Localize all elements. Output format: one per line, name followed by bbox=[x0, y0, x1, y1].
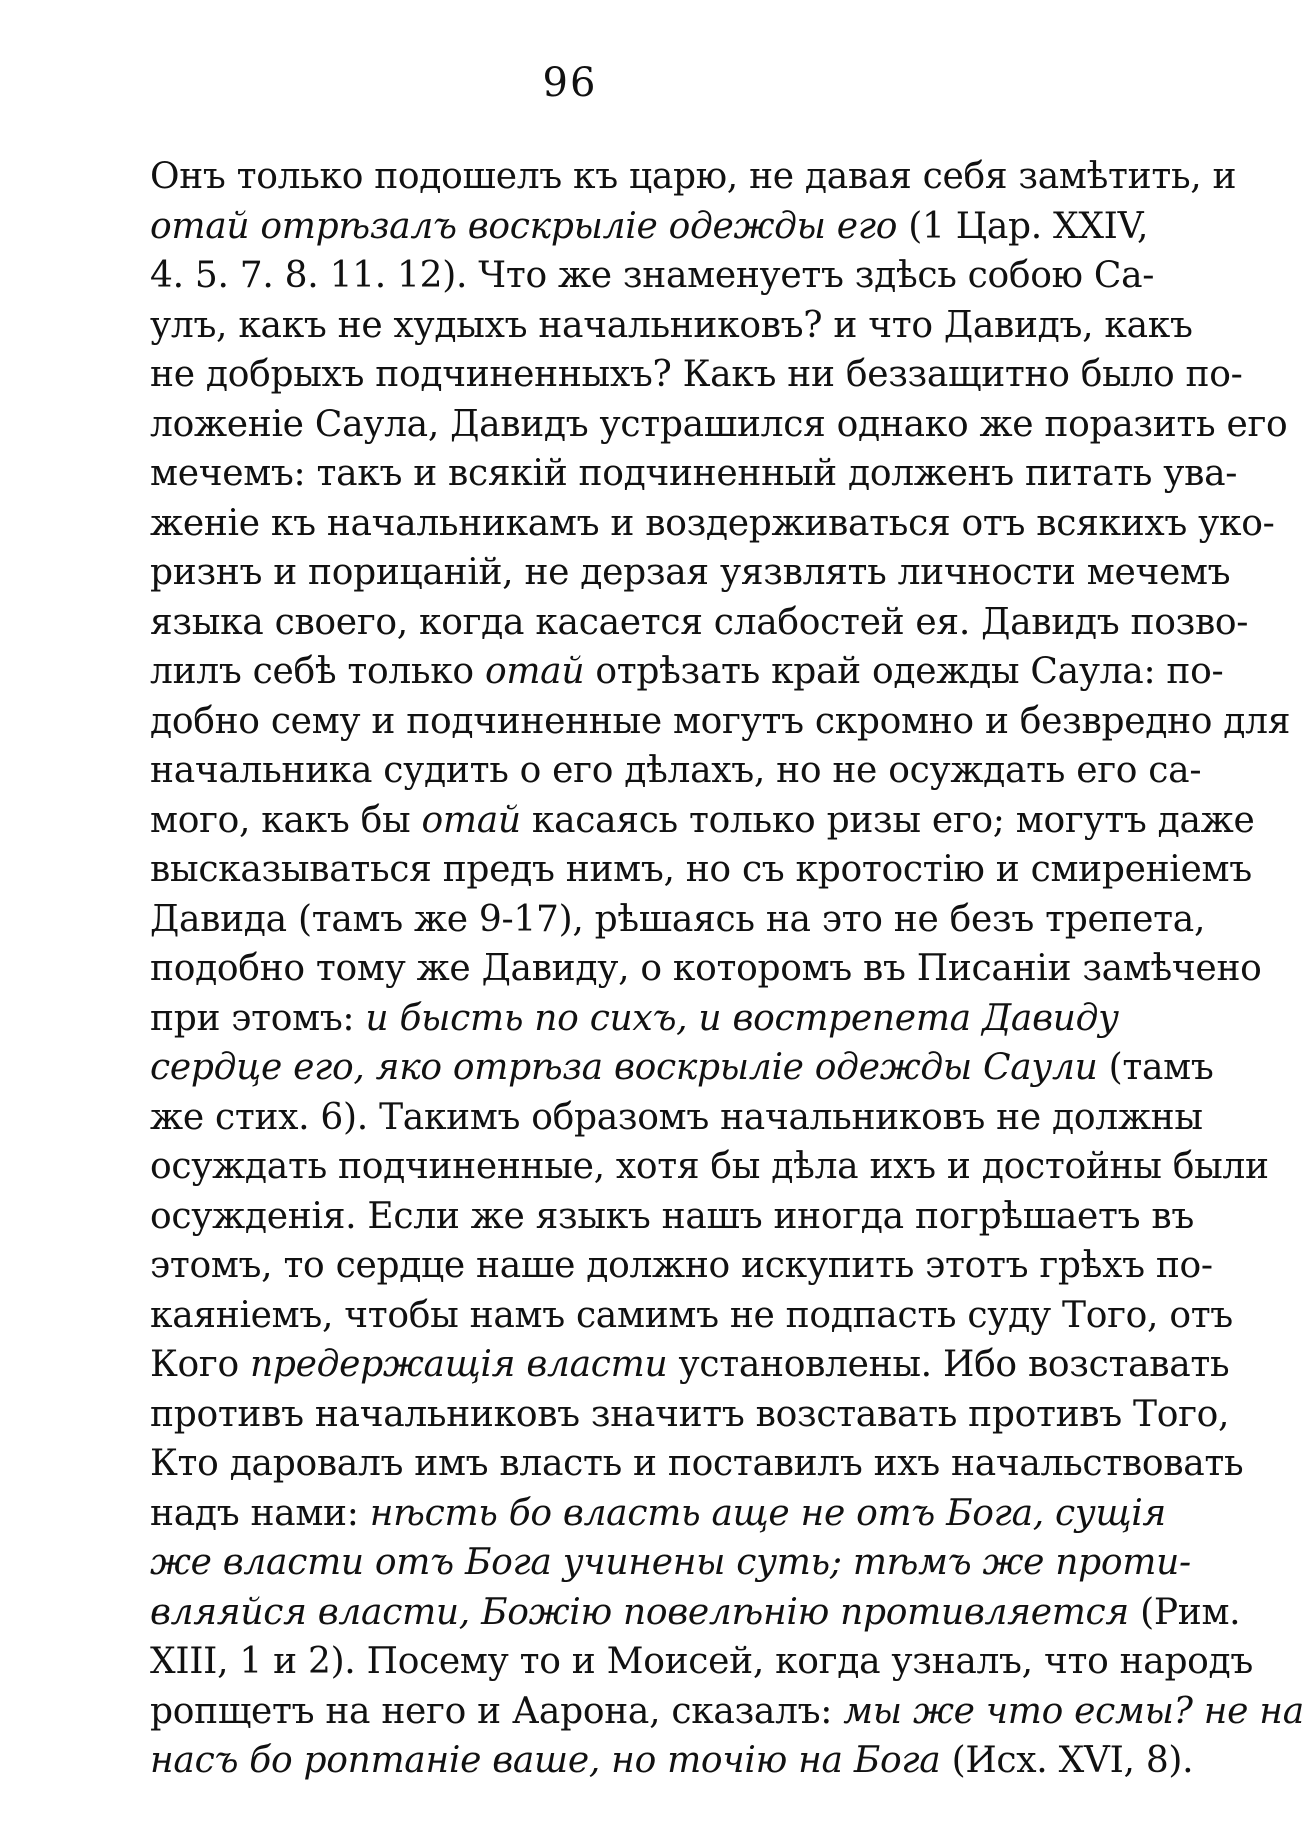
text-line bbox=[150, 944, 1262, 994]
text-run: женiе къ начальникамъ и воздерживаться отъ всякихъ уко- bbox=[150, 502, 1275, 544]
text-run: Кто даровалъ имъ власть и поставилъ ихъ начальствовать bbox=[150, 1443, 1244, 1484]
text-run: этомъ, то сердце наше должно искупить этотъ грѣхъ по- bbox=[150, 1245, 1213, 1286]
text-run: мого, какъ бы bbox=[150, 799, 422, 841]
italic-quote: вляяйся власти, Божiю повелѣнiю противляется bbox=[150, 1591, 1129, 1633]
italic-quote: отай отрѣзалъ воскрылiе одежды его bbox=[150, 205, 898, 247]
text-run: осужденiя. Если же языкъ нашъ иногда погрѣшаетъ въ bbox=[150, 1195, 1194, 1237]
text-line bbox=[150, 1192, 1194, 1242]
text-run: (Рим. bbox=[1128, 1591, 1241, 1633]
text-line bbox=[150, 647, 1224, 697]
text-line bbox=[150, 1637, 1254, 1687]
text-run: отрѣзать край одежды Саула: по- bbox=[584, 651, 1224, 692]
text-run: (1 Цар. XXIV, bbox=[897, 205, 1149, 247]
text-line bbox=[150, 895, 1206, 945]
text-run: (тамъ bbox=[1097, 1047, 1214, 1088]
text-line bbox=[150, 301, 1193, 351]
text-run: при этомъ: bbox=[150, 997, 366, 1039]
italic-quote: мы же что есмы? не на bbox=[843, 1690, 1304, 1732]
text-line bbox=[150, 1687, 1304, 1737]
italic-quote: отай bbox=[484, 651, 585, 692]
text-line bbox=[150, 548, 1231, 598]
text-run: не добрыхъ подчиненныхъ? Какъ ни беззащитно было по- bbox=[150, 354, 1243, 395]
text-run: добно сему и подчиненные могутъ скромно и безвредно для bbox=[150, 700, 1291, 742]
text-line bbox=[150, 251, 1155, 301]
text-line bbox=[150, 152, 1237, 202]
text-run: языка своего, когда касается слабостей ея. Давидъ позво- bbox=[150, 601, 1249, 643]
text-line bbox=[150, 746, 1202, 796]
text-run: высказываться предъ нимъ, но съ кротостiю и смиренiемъ bbox=[150, 849, 1252, 890]
text-line bbox=[150, 994, 1119, 1044]
text-line bbox=[150, 1538, 1191, 1588]
italic-quote: сердце его, яко отрѣза воскрылiе одежды Саули bbox=[150, 1047, 1098, 1088]
text-line bbox=[150, 1390, 1230, 1440]
text-line bbox=[150, 1142, 1269, 1192]
italic-quote: же власти отъ Бога учинены суть; тѣмъ же проти- bbox=[150, 1542, 1191, 1583]
text-line bbox=[150, 1093, 1203, 1143]
text-run: ризнъ и порицанiй, не дерзая уязвлять личности мечемъ bbox=[150, 552, 1231, 593]
italic-quote: нѣсть бо власть аще не отъ Бога, сущiя bbox=[369, 1492, 1166, 1534]
text-line bbox=[150, 1340, 1230, 1390]
text-run: надъ нами: bbox=[150, 1492, 370, 1534]
text-line bbox=[150, 449, 1238, 499]
italic-quote: отай bbox=[421, 799, 521, 841]
text-run: каянiемъ, чтобы намъ самимъ не подпасть суду Того, отъ bbox=[150, 1294, 1233, 1336]
text-line bbox=[150, 400, 1288, 450]
text-run: 4. 5. 7. 8. 11. 12). Что же знаменуетъ здѣсь собою Са- bbox=[150, 255, 1155, 296]
text-run: (Исх. XVI, 8). bbox=[940, 1740, 1194, 1781]
text-run: осуждать подчиненные, хотя бы дѣла ихъ и достойны были bbox=[150, 1146, 1269, 1187]
text-run: ропщетъ на него и Аарона, сказалъ: bbox=[150, 1690, 844, 1732]
text-line bbox=[150, 1241, 1213, 1291]
text-line bbox=[150, 1291, 1233, 1341]
text-run: улъ, какъ не худыхъ начальниковъ? и что Давидъ, какъ bbox=[150, 304, 1193, 346]
italic-quote: предержащiя власти bbox=[250, 1344, 668, 1385]
text-run: противъ начальниковъ значитъ возставать противъ Того, bbox=[150, 1393, 1230, 1435]
text-line bbox=[150, 1588, 1241, 1638]
text-run: ложенiе Саула, Давидъ устрашился однако же поразить его bbox=[150, 403, 1288, 445]
text-run: лилъ себѣ только bbox=[150, 651, 485, 692]
text-run: Давида (тамъ же 9-17), рѣшаясь на это не безъ трепета, bbox=[150, 898, 1206, 940]
text-line bbox=[150, 499, 1275, 549]
body-text bbox=[150, 152, 1304, 1786]
text-run: установлены. Ибо возставать bbox=[667, 1344, 1230, 1385]
text-line bbox=[150, 202, 1149, 252]
text-line bbox=[150, 1043, 1214, 1093]
text-run: подобно тому же Давиду, о которомъ въ Писанiи замѣчено bbox=[150, 948, 1262, 989]
text-line bbox=[150, 350, 1243, 400]
text-run: мечемъ: такъ и всякiй подчиненный долженъ питать ува- bbox=[150, 453, 1238, 494]
text-run: же стих. 6). Такимъ образомъ начальниковъ не должны bbox=[150, 1096, 1203, 1138]
text-run: касаясь только ризы его; могутъ даже bbox=[520, 799, 1255, 841]
text-run: Кого bbox=[150, 1344, 251, 1385]
page-number: 96 bbox=[542, 60, 598, 106]
text-line bbox=[150, 1489, 1166, 1539]
text-line bbox=[150, 598, 1249, 648]
italic-quote: и бысть по сихъ, и вострепета Давиду bbox=[365, 997, 1119, 1039]
text-line bbox=[150, 1736, 1194, 1786]
text-line bbox=[150, 1439, 1244, 1489]
text-run: Онъ только подошелъ къ царю, не давая себя замѣтить, и bbox=[150, 156, 1237, 197]
text-line bbox=[150, 697, 1291, 747]
text-line bbox=[150, 845, 1252, 895]
text-line bbox=[150, 796, 1255, 846]
italic-quote: насъ бо роптанiе ваше, но точiю на Бога bbox=[150, 1740, 941, 1781]
text-run: начальника судить о его дѣлахъ, но не осуждать его са- bbox=[150, 750, 1202, 791]
text-run: XIII, 1 и 2). Посему то и Моисей, когда узналъ, что народъ bbox=[150, 1641, 1254, 1682]
